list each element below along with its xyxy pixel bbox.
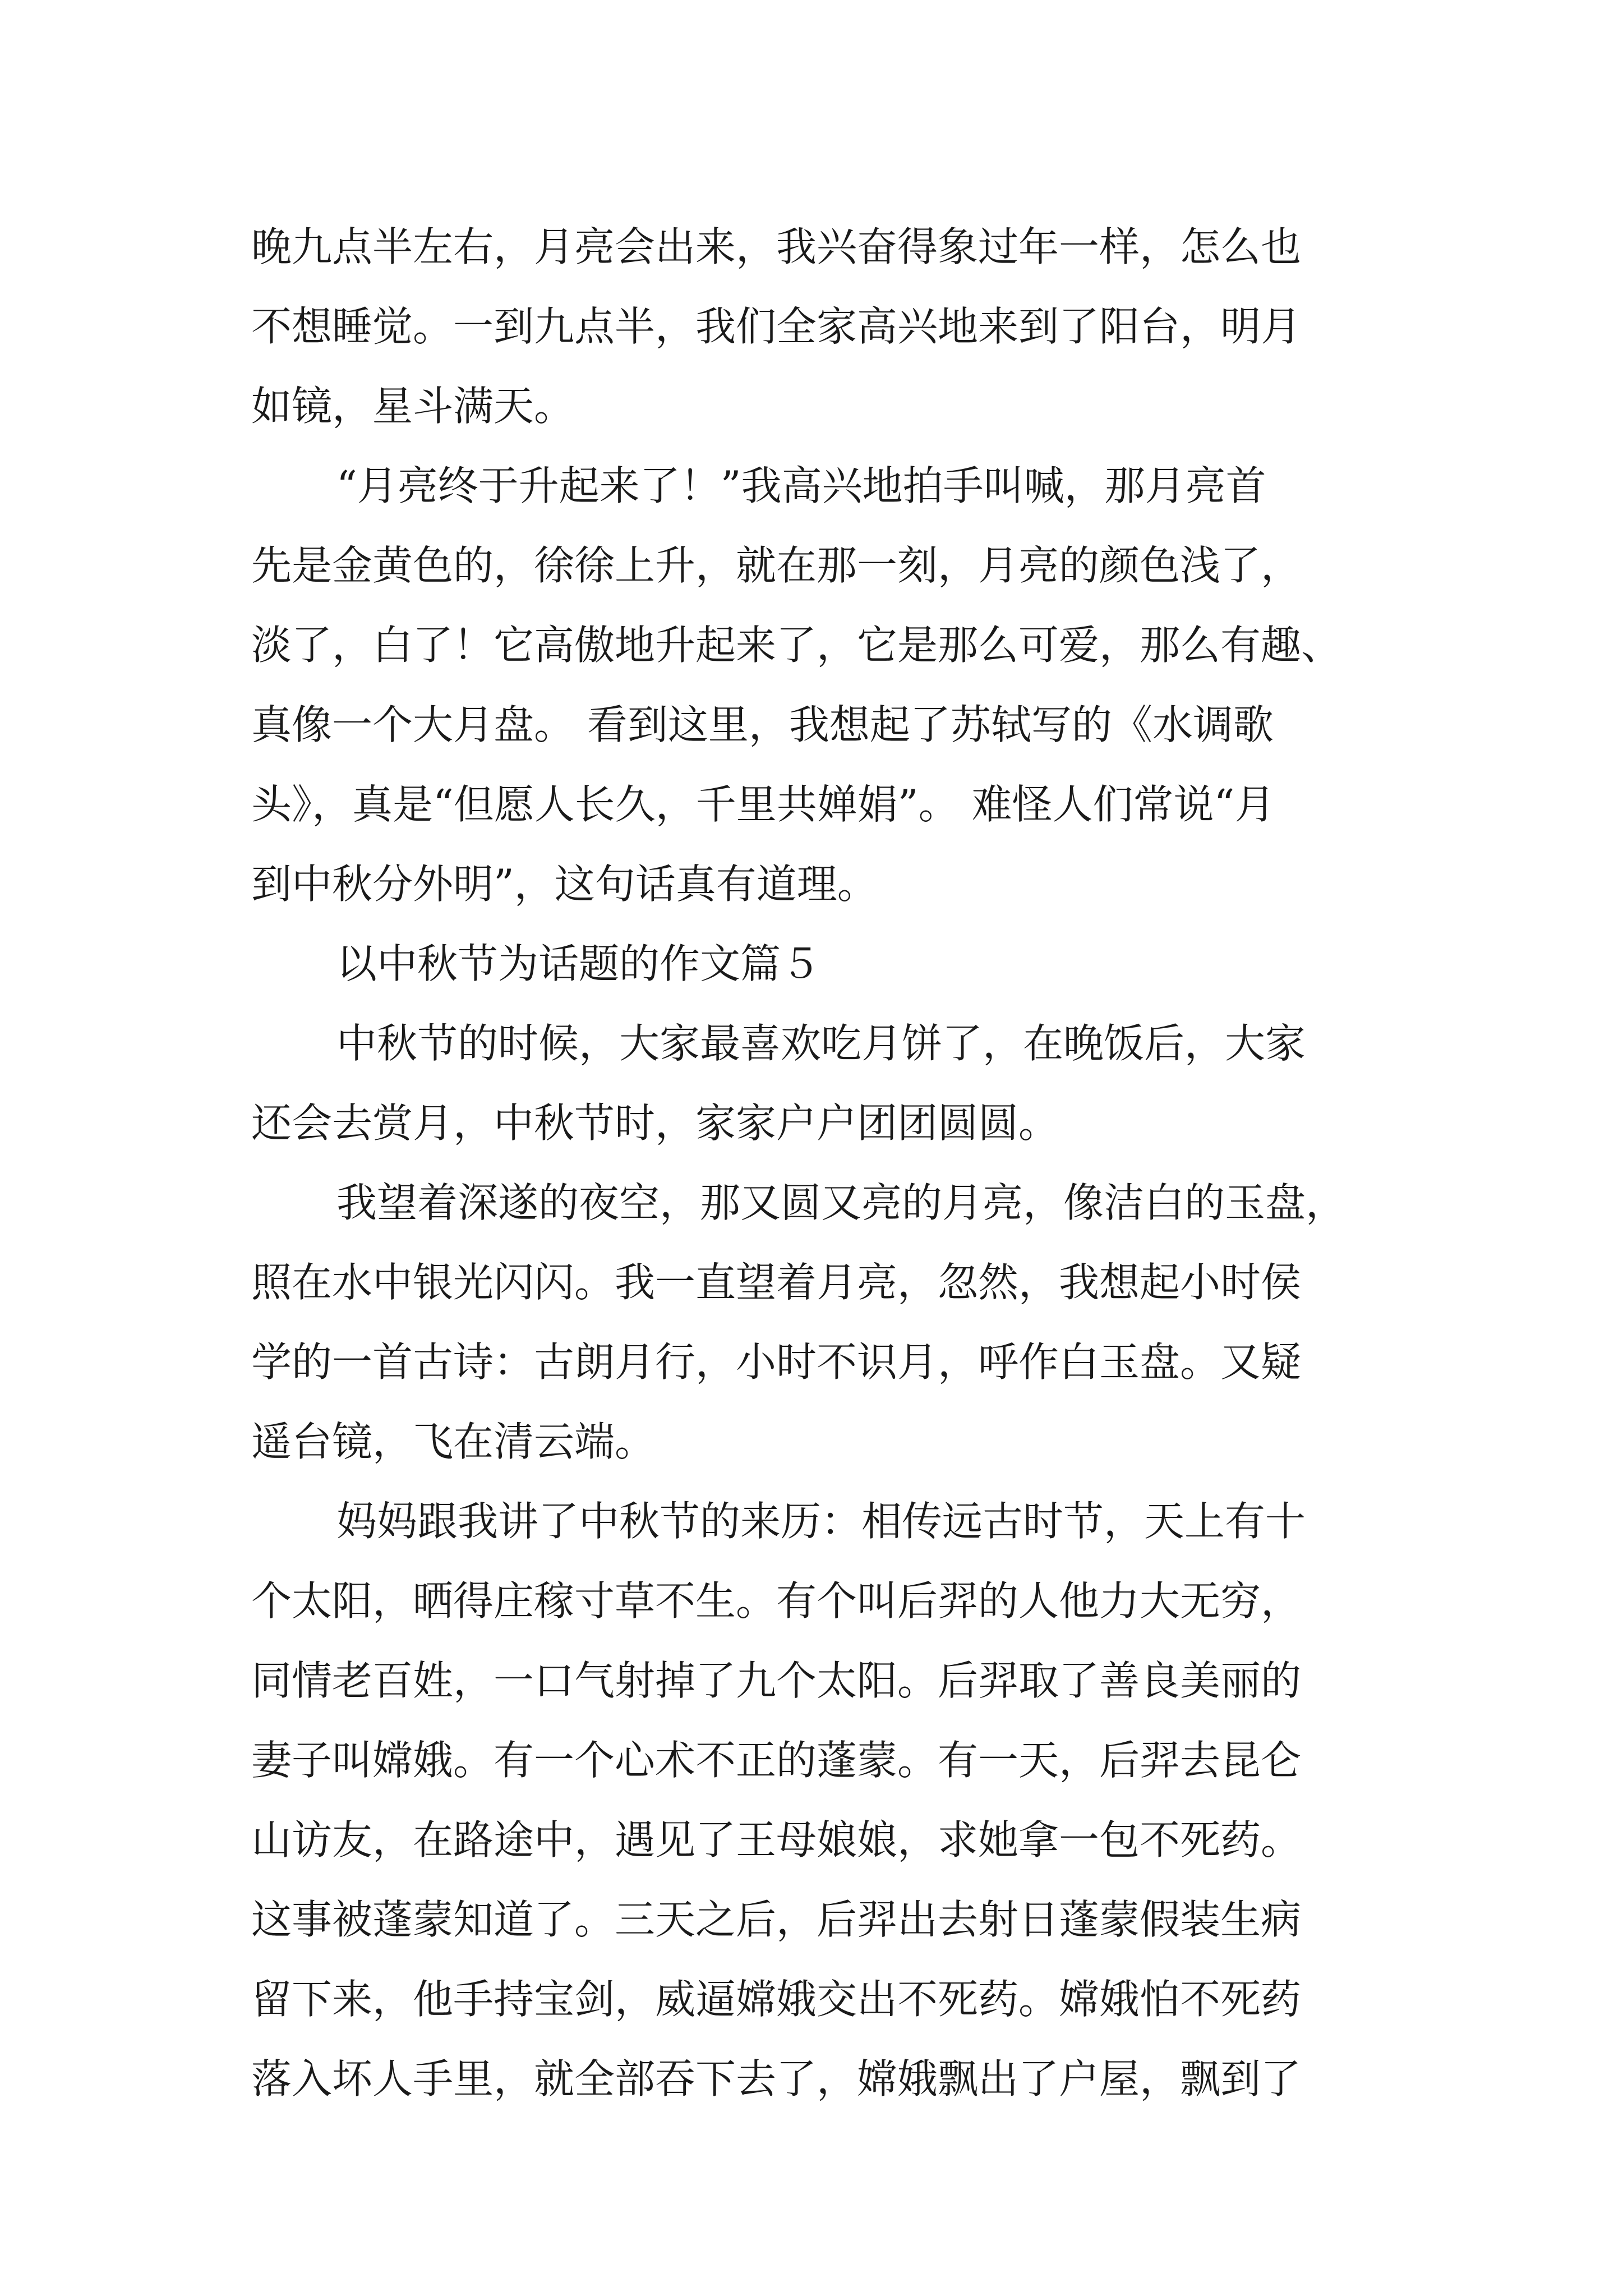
text-line: 中秋节的时候，大家最喜欢吃月饼了，在晚饭后，大家 bbox=[336, 1020, 1306, 1067]
text-line: 妈妈跟我讲了中秋节的来历：相传远古时节，天上有十 bbox=[336, 1498, 1306, 1545]
text-line: 我望着深遂的夜空，那又圆又亮的月亮，像洁白的玉盘， bbox=[336, 1179, 1347, 1226]
text-line: 照在水中银光闪闪。我一直望着月亮，忽然，我想起小时侯 bbox=[251, 1259, 1302, 1306]
text-line: 遥台镜，飞在清云端。 bbox=[251, 1418, 656, 1465]
text-line: 同情老百姓，一口气射掉了九个太阳。后羿取了善良美丽的 bbox=[251, 1657, 1302, 1704]
text-line: 头》，真是“但愿人长久，千里共婵娟”。 难怪人们常说“月 bbox=[251, 781, 1275, 828]
text-line: 晚九点半左右，月亮会出来，我兴奋得象过年一样，怎么也 bbox=[251, 223, 1302, 270]
text-line: 还会去赏月，中秋节时，家家户户团团圆圆。 bbox=[251, 1099, 1059, 1147]
text-line: 到中秋分外明”，这句话真有道理。 bbox=[251, 861, 878, 908]
text-line: 留下来，他手持宝剑，威逼嫦娥交出不死药。嫦娥怕不死药 bbox=[251, 1976, 1302, 2023]
text-line: 学的一首古诗：古朗月行，小时不识月，呼作白玉盘。又疑 bbox=[251, 1338, 1302, 1386]
text-line: 妻子叫嫦娥。有一个心术不正的蓬蒙。有一天，后羿去昆仑 bbox=[251, 1737, 1302, 1784]
text-line: 这事被蓬蒙知道了。三天之后，后羿出去射日蓬蒙假装生病 bbox=[251, 1896, 1302, 1943]
text-line: 真像一个大月盘。 看到这里，我想起了苏轼写的《水调歌 bbox=[251, 701, 1274, 748]
section-heading: 以中秋节为话题的作文篇５ bbox=[336, 940, 822, 987]
text-line: 先是金黄色的，徐徐上升，就在那一刻，月亮的颜色浅了， bbox=[251, 542, 1302, 589]
text-line: 山访友，在路途中，遇见了王母娘娘，求她拿一包不死药。 bbox=[251, 1816, 1302, 1864]
text-line: 落入坏人手里，就全部吞下去了，嫦娥飘出了户屋，飘到了 bbox=[251, 2055, 1302, 2102]
text-line: 如镜，星斗满天。 bbox=[251, 383, 575, 430]
text-line: 个太阳，晒得庄稼寸草不生。有个叫后羿的人他力大无穷， bbox=[251, 1577, 1302, 1625]
text-line: “月亮终于升起来了！”我高兴地拍手叫喊，那月亮首 bbox=[336, 462, 1266, 509]
text-line: 淡了，白了！它高傲地升起来了，它是那么可爱，那么有趣、 bbox=[251, 622, 1342, 669]
text-line: 不想睡觉。一到九点半，我们全家高兴地来到了阳台，明月 bbox=[251, 303, 1302, 350]
